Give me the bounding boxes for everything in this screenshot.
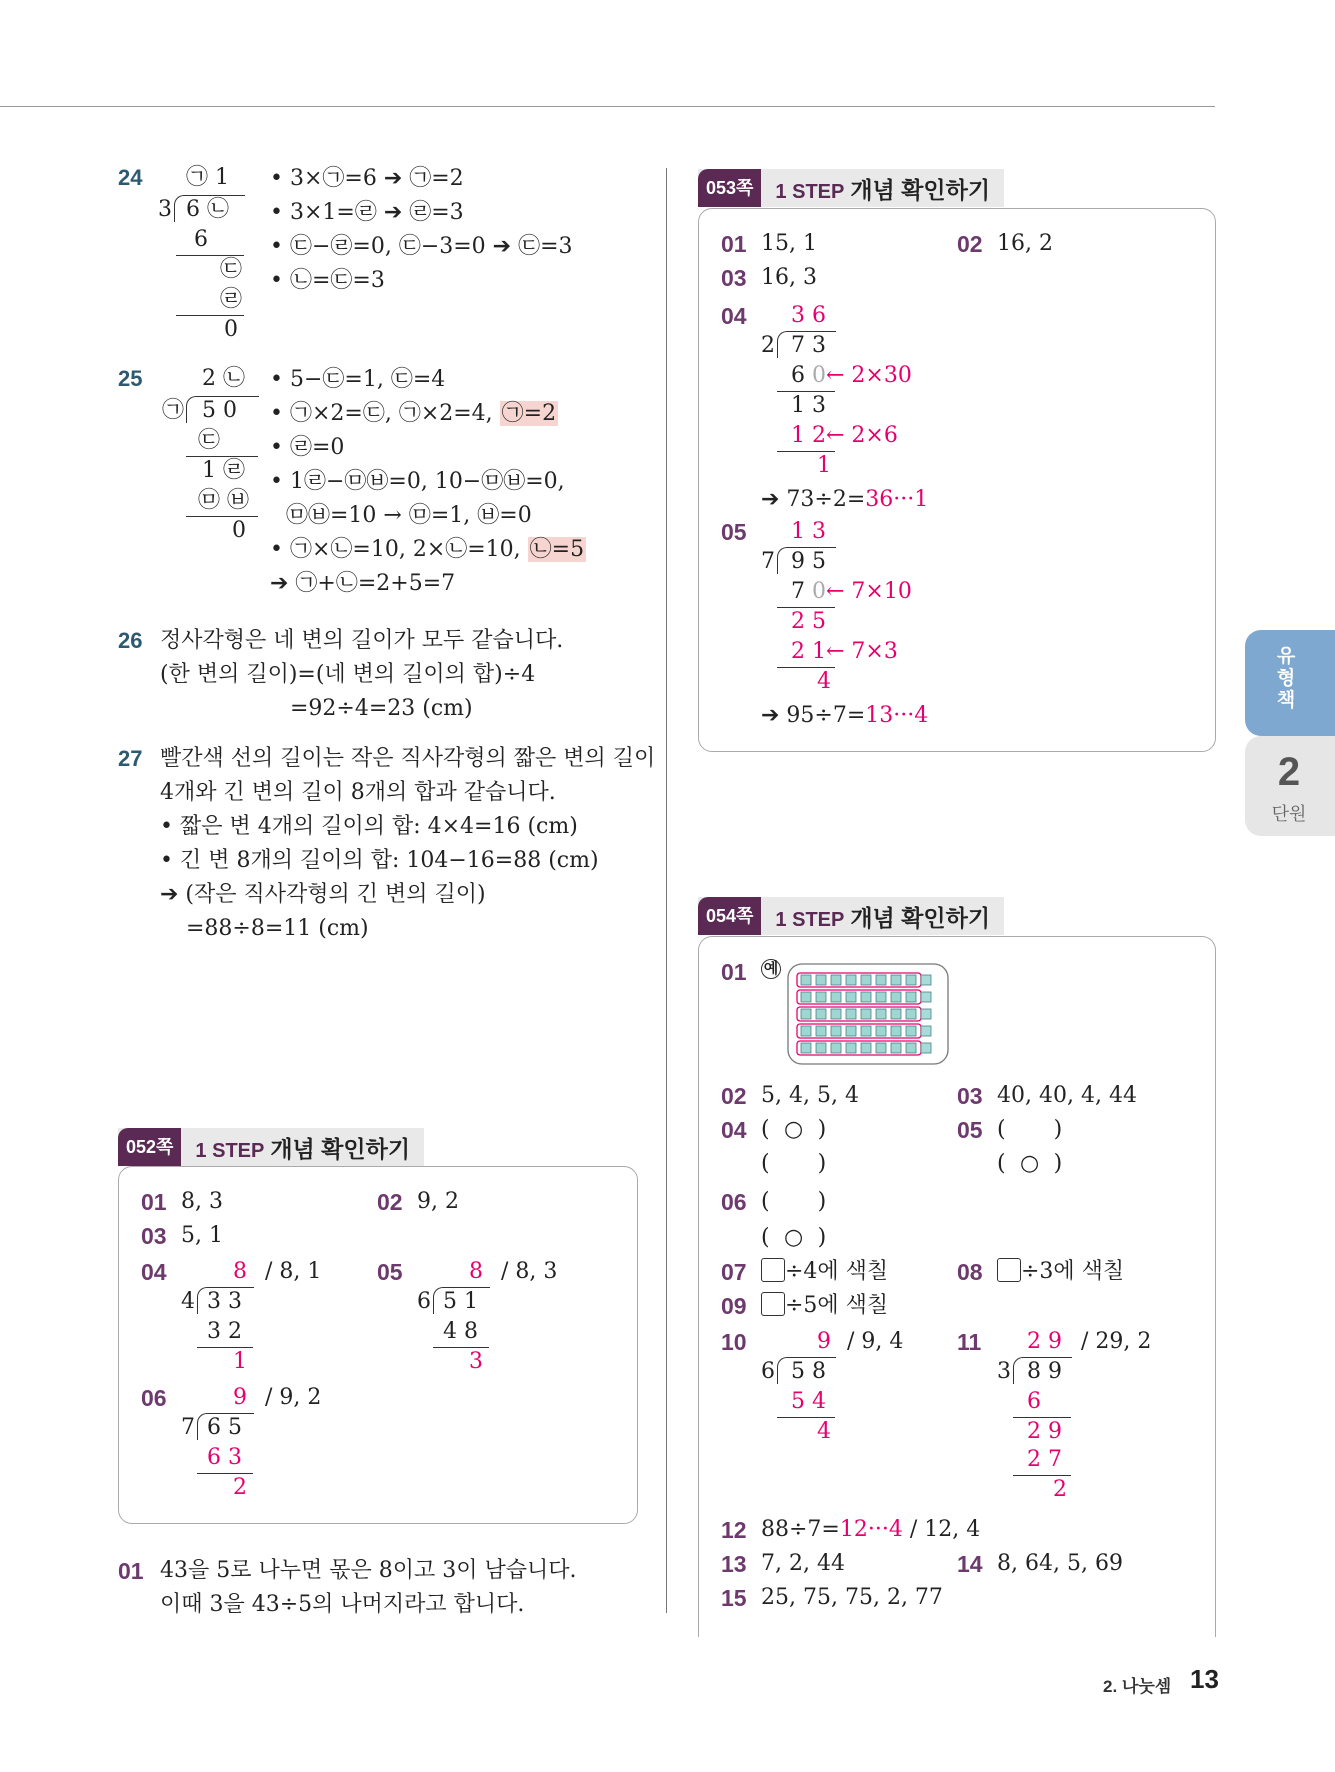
answer-value: 5, 4, 5, 4 — [761, 1083, 859, 1108]
quotient: 3 6 — [791, 303, 826, 328]
page-badge: 054쪽 — [698, 897, 761, 935]
answer-number: 02 — [721, 1083, 747, 1109]
step-row: 2 7 — [1027, 1447, 1062, 1472]
cube — [906, 1009, 916, 1019]
text-line: =88÷8=11 (cm) — [186, 916, 369, 941]
answer-number: 10 — [721, 1329, 747, 1355]
step-row: ㉤ ㉥ — [198, 488, 249, 513]
answer-box-054 — [698, 936, 1216, 1637]
answer-value: / 8, 3 — [501, 1259, 558, 1284]
quotient: 2 ㉡ — [202, 366, 245, 391]
answer-number: 01 — [721, 231, 747, 257]
step-row: 1 3 — [791, 393, 826, 418]
dividend: 5 8 — [791, 1359, 826, 1384]
cube — [906, 1026, 916, 1036]
answer-number: 09 — [721, 1293, 747, 1319]
cube — [816, 1026, 826, 1036]
cube — [906, 975, 916, 985]
quotient: 1 3 — [791, 519, 826, 544]
section-title: 1 STEP 개념 확인하기 — [775, 176, 991, 203]
text-line: =92÷4=23 (cm) — [290, 696, 473, 721]
chapter-label: 2. 나눗셈 — [1103, 1677, 1172, 1696]
quotient: 8 — [233, 1259, 247, 1284]
remainder: 1 — [233, 1349, 247, 1374]
answer-value: 7, 2, 44 — [761, 1551, 845, 1576]
quotient: 9 — [233, 1385, 247, 1410]
explanation-25 — [270, 363, 586, 601]
divisor: ㉠ — [162, 398, 185, 423]
cube — [801, 1009, 811, 1019]
cube — [921, 1009, 931, 1019]
text-line: • ㉠×2=㉢, ㉠×2=4, ㉠=2 — [270, 401, 557, 426]
example-mark: 예 — [761, 959, 781, 979]
remainder: 3 — [469, 1349, 483, 1374]
step-row: 4 8 — [443, 1319, 478, 1344]
divisor: 3 — [997, 1359, 1011, 1384]
step-row: 5 4 — [791, 1389, 826, 1414]
answer-number: 04 — [721, 1117, 747, 1143]
text-line: • 긴 변 8개의 길이의 합: 104−16=88 (cm) — [160, 848, 599, 873]
step-row: 3 2 — [207, 1319, 242, 1344]
answer-number: 03 — [141, 1223, 167, 1249]
answer-value: / 29, 2 — [1081, 1329, 1152, 1354]
cube — [831, 1026, 841, 1036]
dividend: 9 5 — [791, 549, 826, 574]
answer-number: 06 — [721, 1189, 747, 1215]
cube — [876, 992, 886, 1002]
cube — [861, 1043, 871, 1053]
side-tab-unit[interactable] — [1245, 736, 1335, 836]
explanation-27 — [160, 742, 655, 946]
text-line: • 5−㉢=1, ㉢=4 — [270, 367, 446, 392]
result: ➔ 73÷2=36···1 — [761, 487, 929, 512]
dividend: 7 3 — [791, 333, 826, 358]
text-line: 43을 5로 나누면 몫은 8이고 3이 남습니다. — [160, 1558, 577, 1583]
side-tab-type-book[interactable] — [1245, 630, 1335, 736]
answer-number: 14 — [957, 1551, 983, 1577]
answer-value: / 9, 2 — [265, 1385, 322, 1410]
divisor: 7 — [761, 549, 775, 574]
answer-box-052 — [118, 1166, 638, 1524]
step-row: 2 9 — [1027, 1419, 1062, 1444]
cube — [816, 1009, 826, 1019]
answer-value: 16, 3 — [761, 265, 817, 290]
text-line: ➔ (작은 직사각형의 긴 변의 길이) — [160, 882, 486, 907]
cube — [801, 975, 811, 985]
cube — [921, 1043, 931, 1053]
step-row: 6 0← 2×30 — [791, 363, 912, 388]
cube — [846, 975, 856, 985]
step-row: 6 3 — [207, 1445, 242, 1470]
dividend: 6 5 — [207, 1415, 242, 1440]
answer-number: 07 — [721, 1259, 747, 1285]
section-tab-054 — [698, 897, 1004, 935]
remainder: 0 — [232, 518, 246, 543]
quotient: 2 9 — [1027, 1329, 1062, 1354]
cube — [801, 1026, 811, 1036]
step-row: 6 — [194, 227, 208, 252]
text-line: 정사각형은 네 변의 길이가 모두 같습니다. — [160, 628, 564, 653]
grouping-illustration — [787, 963, 949, 1065]
text-line: 이때 3을 43÷5의 나머지라고 합니다. — [160, 1592, 525, 1617]
cube — [921, 975, 931, 985]
section-title: 1 STEP 개념 확인하기 — [775, 904, 991, 931]
cube — [831, 992, 841, 1002]
text-line: • 3×1=㉣ ➔ ㉣=3 — [270, 200, 464, 225]
text-line: • ㉡=㉢=3 — [270, 268, 385, 293]
cube — [861, 975, 871, 985]
step-row: 1 ㉣ — [202, 458, 245, 483]
dividend: 6 ㉡ — [186, 197, 229, 222]
header-rule — [0, 106, 1215, 107]
answer-choice: ( ) — [761, 1151, 827, 1176]
text-line: • ㉢−㉣=0, ㉢−3=0 ➔ ㉢=3 — [270, 234, 573, 259]
remainder: 1 — [817, 453, 831, 478]
answer-box-053 — [698, 208, 1216, 752]
answer-value: 8, 64, 5, 69 — [997, 1551, 1123, 1576]
divisor: 6 — [417, 1289, 431, 1314]
divisor: 6 — [761, 1359, 775, 1384]
explanation-24 — [270, 162, 573, 298]
dividend: 5 0 — [202, 398, 237, 423]
text-line: • ㉠×㉡=10, 2×㉡=10, ㉡=5 — [270, 537, 585, 562]
problem-number: 24 — [118, 165, 143, 190]
answer-number: 13 — [721, 1551, 747, 1577]
answer-number: 01 — [721, 959, 747, 985]
answer-value: ÷3에 색칠 — [997, 1255, 1124, 1289]
long-division — [181, 1383, 331, 1500]
answer-number: 04 — [141, 1259, 167, 1285]
cube — [891, 975, 901, 985]
cube — [801, 992, 811, 1002]
answer-value: 25, 75, 75, 2, 77 — [761, 1585, 943, 1610]
dividend: 8 9 — [1027, 1359, 1062, 1384]
problem-number: 25 — [118, 366, 143, 391]
page-badge: 052쪽 — [118, 1128, 181, 1166]
answer-number: 01 — [118, 1558, 144, 1584]
cube — [891, 1009, 901, 1019]
section-title: 1 STEP 개념 확인하기 — [195, 1135, 411, 1162]
text-line: • 짧은 변 4개의 길이의 합: 4×4=16 (cm) — [160, 814, 578, 839]
cube — [861, 992, 871, 1002]
divisor: 7 — [181, 1415, 195, 1440]
answer-value: ÷5에 색칠 — [761, 1289, 888, 1323]
section-tab-053 — [698, 169, 1004, 207]
answer-number: 04 — [721, 303, 747, 329]
unit-number: 2 — [1277, 750, 1301, 794]
page-number: 13 — [1190, 1664, 1219, 1694]
text-line: 4개와 긴 변의 길이 8개의 합과 같습니다. — [160, 780, 556, 805]
cube — [876, 975, 886, 985]
cube — [801, 1043, 811, 1053]
divisor: 4 — [181, 1289, 195, 1314]
long-division — [417, 1257, 587, 1374]
dividend: 3 3 — [207, 1289, 242, 1314]
cube — [876, 1026, 886, 1036]
highlight-answer: ㉠=2 — [501, 401, 557, 426]
cube — [891, 1026, 901, 1036]
unit-label: 단원 — [1271, 804, 1307, 824]
remainder: 0 — [224, 317, 238, 342]
answer-number: 03 — [957, 1083, 983, 1109]
answer-value: / 9, 4 — [847, 1329, 904, 1354]
cube — [846, 1043, 856, 1053]
text-line: • ㉣=0 — [270, 435, 345, 460]
step-row: 7 0← 7×10 — [791, 579, 912, 604]
answer-value: ÷4에 색칠 — [761, 1255, 888, 1289]
cube — [921, 1026, 931, 1036]
long-division-25 — [158, 364, 268, 544]
section-tab-052 — [118, 1128, 424, 1166]
answer-number: 05 — [721, 519, 747, 545]
answer-value: 9, 2 — [417, 1189, 459, 1214]
quotient: ㉠ 1 — [186, 165, 229, 190]
cube — [921, 992, 931, 1002]
remainder: 4 — [817, 669, 831, 694]
remainder: 4 — [817, 1419, 831, 1444]
text-line: ㉤㉥=10 → ㉤=1, ㉥=0 — [286, 503, 532, 528]
cube — [816, 992, 826, 1002]
answer-value: 16, 2 — [997, 231, 1053, 256]
cube — [846, 1026, 856, 1036]
cube — [891, 992, 901, 1002]
cube — [831, 1009, 841, 1019]
step-row: 6 — [1027, 1389, 1041, 1414]
cube — [831, 975, 841, 985]
cube — [891, 1043, 901, 1053]
dividend: 5 1 — [443, 1289, 478, 1314]
answer-number: 01 — [141, 1189, 167, 1215]
page-badge: 053쪽 — [698, 169, 761, 207]
answer-choice: ( ○ ) — [761, 1117, 827, 1142]
step-row: 2 5 — [791, 609, 826, 634]
text-line: (한 변의 길이)=(네 변의 길이의 합)÷4 — [160, 662, 536, 687]
answer-choice: ( ○ ) — [761, 1225, 827, 1250]
division-line — [186, 516, 258, 517]
answer-number: 02 — [957, 231, 983, 257]
long-division-24 — [158, 163, 258, 343]
answer-value: / 8, 1 — [265, 1259, 322, 1284]
long-division — [181, 1257, 331, 1374]
divisor: 2 — [761, 333, 775, 358]
answer-number: 05 — [957, 1117, 983, 1143]
answer-choice: ( ) — [761, 1189, 827, 1214]
text-line: ➔ ㉠+㉡=2+5=7 — [270, 571, 456, 596]
long-division — [761, 517, 1001, 727]
divisor: 3 — [158, 197, 172, 222]
cube — [906, 1043, 916, 1053]
cube — [876, 1009, 886, 1019]
explanation-26 — [160, 624, 563, 726]
answer-choice: ( ○ ) — [997, 1151, 1063, 1176]
answer-value: 15, 1 — [761, 231, 817, 256]
remainder: 2 — [233, 1475, 247, 1500]
cube — [906, 992, 916, 1002]
answer-value: 5, 1 — [181, 1223, 223, 1248]
text-line: • 1㉣−㉤㉥=0, 10−㉤㉥=0, — [270, 469, 565, 494]
column-divider — [666, 168, 667, 1613]
cube — [846, 1009, 856, 1019]
step-row: ㉢ — [198, 428, 221, 453]
step-row: ㉢ — [220, 257, 243, 282]
side-tab-label: 유형책 — [1276, 646, 1296, 711]
quotient: 9 — [817, 1329, 831, 1354]
answer-value: 8, 3 — [181, 1189, 223, 1214]
answer-number: 15 — [721, 1585, 747, 1611]
cube — [876, 1043, 886, 1053]
answer-number: 05 — [377, 1259, 403, 1285]
step-row: 1 2← 2×6 — [791, 423, 898, 448]
answer-number: 03 — [721, 265, 747, 291]
cube — [831, 1043, 841, 1053]
text-line: • 3×㉠=6 ➔ ㉠=2 — [270, 166, 464, 191]
result: ➔ 95÷7=13···4 — [761, 703, 929, 728]
answer-value: 40, 40, 4, 44 — [997, 1083, 1137, 1108]
cube — [846, 992, 856, 1002]
explanation-01 — [160, 1554, 576, 1622]
remainder: 2 — [1053, 1477, 1067, 1502]
long-division — [761, 301, 1001, 511]
cube — [861, 1026, 871, 1036]
answer-choice: ( ) — [997, 1117, 1063, 1142]
answer-number: 11 — [957, 1329, 982, 1355]
long-division — [997, 1327, 1197, 1502]
answer-number: 08 — [957, 1259, 983, 1285]
step-row: 2 1← 7×3 — [791, 639, 898, 664]
long-division — [761, 1327, 941, 1444]
highlight-answer: ㉡=5 — [529, 537, 585, 562]
step-row: ㉣ — [220, 287, 243, 312]
text-line: 빨간색 선의 길이는 작은 직사각형의 짧은 변의 길이 — [160, 746, 656, 771]
quotient: 8 — [469, 1259, 483, 1284]
problem-number: 26 — [118, 628, 143, 653]
cube — [861, 1009, 871, 1019]
answer-number: 02 — [377, 1189, 403, 1215]
answer-number: 06 — [141, 1385, 167, 1411]
answer-number: 12 — [721, 1517, 747, 1543]
answer-value: 88÷7=12···4 / 12, 4 — [761, 1517, 981, 1542]
problem-number: 27 — [118, 746, 143, 771]
cube — [816, 1043, 826, 1053]
cube — [816, 975, 826, 985]
